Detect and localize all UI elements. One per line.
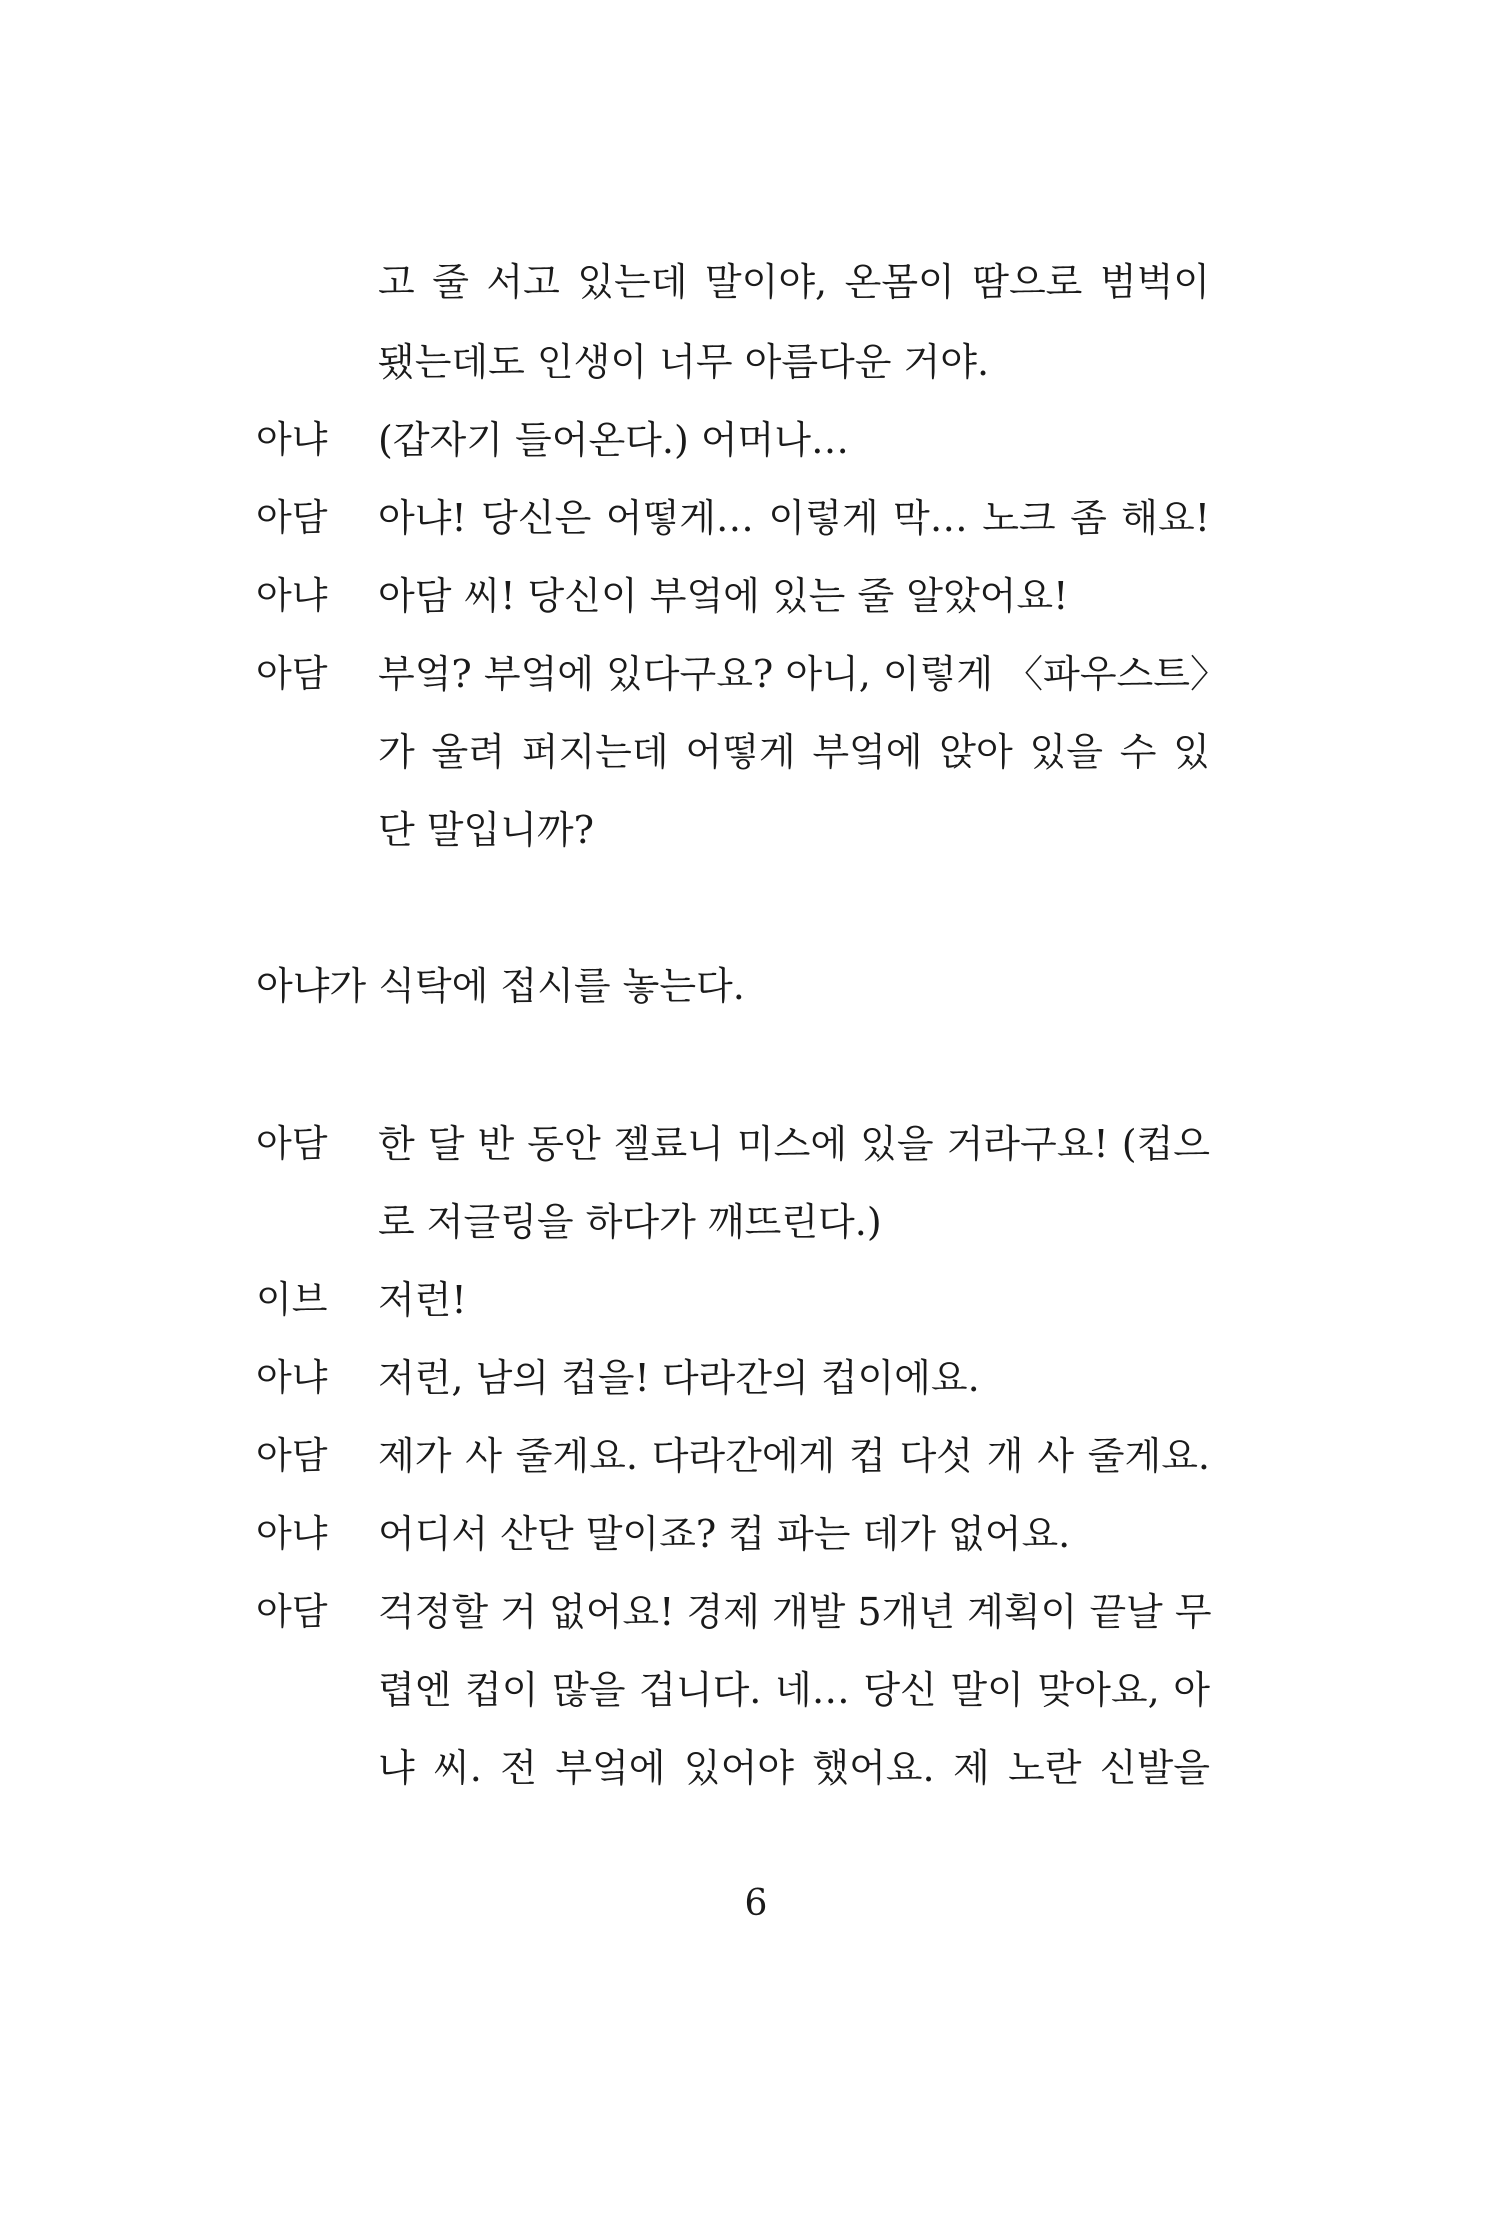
dialogue-line: 한 달 반 동안 젤료니 미스에 있을 거라구요! (컵으 (378, 1122, 1210, 1166)
dialogue-continuation: 가 울려 퍼지는데 어떻게 부엌에 앉아 있을 수 있 (378, 730, 1210, 774)
page-number: 6 (744, 1883, 768, 1924)
dialogue-continuation: 고 줄 서고 있는데 말이야, 온몸이 땀으로 범벅이 (378, 260, 1210, 304)
dialogue-line: 저런! (378, 1278, 467, 1322)
dialogue-line: 저런, 남의 컵을! 다라간의 컵이에요. (378, 1356, 980, 1400)
dialogue-line: (갑자기 들어온다.) 어머나… (378, 418, 849, 462)
dialogue-continuation: 냐 씨. 전 부엌에 있어야 했어요. 제 노란 신발을 (378, 1746, 1210, 1790)
dialogue-line: 아담 씨! 당신이 부엌에 있는 줄 알았어요! (378, 574, 1069, 618)
dialogue-continuation: 단 말입니까? (378, 808, 594, 852)
dialogue-continuation: 됐는데도 인생이 너무 아름다운 거야. (378, 340, 990, 384)
speaker-name: 아담 (256, 1590, 328, 1633)
dialogue-line: 어디서 산단 말이죠? 컵 파는 데가 없어요. (378, 1512, 1071, 1556)
dialogue-continuation: 렵엔 컵이 많을 겁니다. 네… 당신 말이 맞아요, 아 (378, 1668, 1210, 1712)
speaker-name: 아냐 (256, 418, 328, 461)
dialogue-line: 아냐! 당신은 어떻게… 이렇게 막… 노크 좀 해요! (378, 496, 1210, 540)
dialogue-continuation: 로 저글링을 하다가 깨뜨린다.) (378, 1200, 882, 1244)
speaker-name: 이브 (256, 1278, 328, 1321)
speaker-name: 아냐 (256, 574, 328, 617)
stage-direction: 아냐가 식탁에 접시를 놓는다. (256, 964, 745, 1008)
speaker-name: 아담 (256, 496, 328, 539)
speaker-name: 아담 (256, 652, 328, 695)
dialogue-line: 걱정할 거 없어요! 경제 개발 5개년 계획이 끝날 무 (378, 1590, 1212, 1634)
dialogue-line: 제가 사 줄게요. 다라간에게 컵 다섯 개 사 줄게요. (378, 1434, 1210, 1478)
dialogue-line: 부엌? 부엌에 있다구요? 아니, 이렇게 〈파우스트〉 (378, 652, 1228, 696)
speaker-name: 아담 (256, 1122, 328, 1165)
speaker-name: 아냐 (256, 1512, 328, 1555)
speaker-name: 아냐 (256, 1356, 328, 1399)
speaker-name: 아담 (256, 1434, 328, 1477)
